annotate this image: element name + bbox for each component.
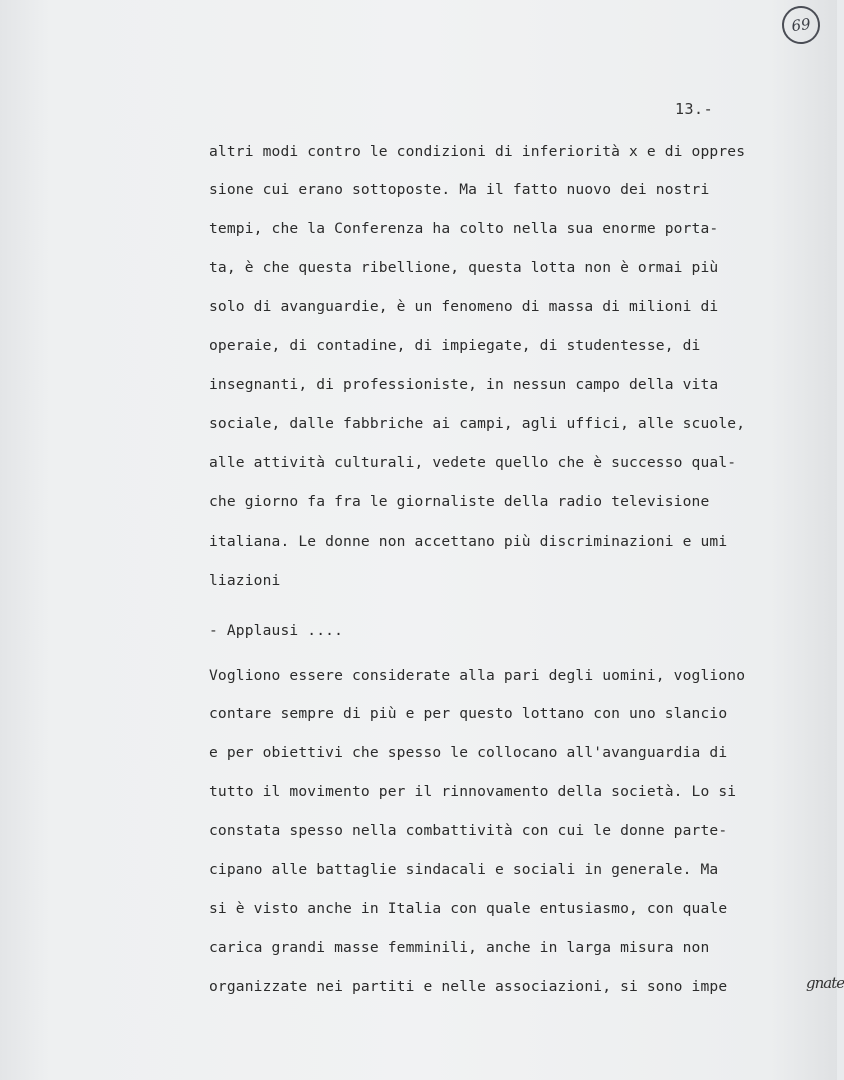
text-line: Vogliono essere considerate alla pari degli uomini, vogliono: [209, 667, 746, 684]
text-line: sione cui erano sottoposte. Ma il fatto nuovo dei nostri: [209, 181, 710, 198]
text-line: e per obiettivi che spesso le collocano all'avanguardia di: [209, 744, 728, 761]
text-line: solo di avanguardie, è un fenomeno di massa di milioni di: [209, 298, 719, 315]
text-line: organizzate nei partiti e nelle associazioni, si sono impe: [209, 978, 728, 995]
text-line: carica grandi masse femminili, anche in larga misura non: [209, 939, 710, 956]
text-line: liazioni: [209, 572, 281, 589]
page-number: 13.-: [675, 100, 714, 118]
text-line: - Applausi ....: [209, 622, 344, 639]
handwritten-addition: gnate: [806, 974, 844, 992]
text-line: cipano alle battaglie sindacali e sociali in generale. Ma: [209, 861, 719, 878]
text-line: tutto il movimento per il rinnovamento della società. Lo si: [209, 783, 737, 800]
text-line: tempi, che la Conferenza ha colto nella sua enorme porta-: [209, 220, 719, 237]
text-line: che giorno fa fra le giornaliste della radio televisione: [209, 493, 710, 510]
text-line: italiana. Le donne non accettano più discriminazioni e umi: [209, 533, 728, 550]
text-line: contare sempre di più e per questo lottano con uno slancio: [209, 705, 728, 722]
text-line: si è visto anche in Italia con quale entusiasmo, con quale: [209, 900, 728, 917]
text-line: alle attività culturali, vedete quello che è successo qual-: [209, 454, 737, 471]
text-line: ta, è che questa ribellione, questa lotta non è ormai più: [209, 259, 719, 276]
text-line: sociale, dalle fabbriche ai campi, agli uffici, alle scuole,: [209, 415, 746, 432]
page-stamp: 69: [780, 4, 823, 47]
text-line: constata spesso nella combattività con cui le donne parte-: [209, 822, 728, 839]
text-line: altri modi contro le condizioni di inferiorità x e di oppres: [209, 143, 746, 160]
text-line: insegnanti, di professioniste, in nessun campo della vita: [209, 376, 719, 393]
text-line: operaie, di contadine, di impiegate, di studentesse, di: [209, 337, 701, 354]
